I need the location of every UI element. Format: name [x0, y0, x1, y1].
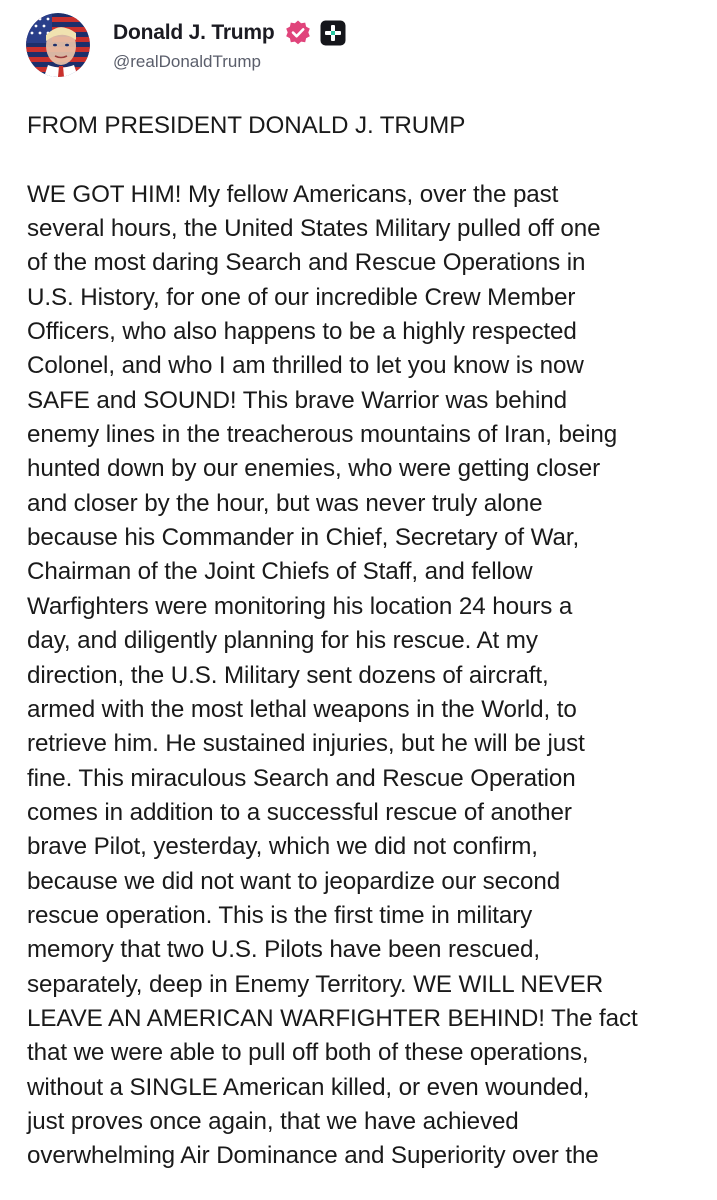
- post-text-line: day, and diligently planning for his rescue. At my: [27, 627, 538, 655]
- post-text-line: that we were able to pull off both of these operations,: [27, 1039, 589, 1067]
- post-text-line: separately, deep in Enemy Territory. WE WILL NEVER: [27, 970, 604, 998]
- post-text-line: overwhelming Air Dominance and Superiority over the: [27, 1142, 599, 1170]
- post-text-line: Officers, who also happens to be a highly respected: [27, 318, 577, 346]
- post-text-line: because we did not want to jeopardize our second: [27, 867, 561, 895]
- post-text-line: and closer by the hour, but was never truly alone: [27, 489, 543, 517]
- post-text-line: hunted down by our enemies, who were getting closer: [27, 455, 601, 483]
- avatar-image: [26, 13, 90, 77]
- post-text-line: Chairman of the Joint Chiefs of Staff, and fellow: [27, 558, 533, 586]
- post-text-line: rescue operation. This is the first time in military: [27, 901, 533, 929]
- post-text-line: armed with the most lethal weapons in the World, to: [27, 695, 577, 723]
- post-text-line: several hours, the United States Military pulled off one: [27, 215, 601, 243]
- post-text-line: memory that two U.S. Pilots have been rescued,: [27, 936, 540, 964]
- post-text-line: enemy lines in the treacherous mountains of Iran, being: [27, 421, 618, 449]
- post-body: [27, 109, 707, 1174]
- avatar[interactable]: [26, 13, 90, 77]
- post-text-line: direction, the U.S. Military sent dozens of aircraft,: [27, 661, 549, 689]
- post-text-line: Colonel, and who I am thrilled to let you know is now: [27, 352, 584, 380]
- post-text-line: SAFE and SOUND! This brave Warrior was behind: [27, 386, 567, 414]
- post-text-line: without a SINGLE American killed, or even wounded,: [27, 1073, 590, 1101]
- post-heading: FROM PRESIDENT DONALD J. TRUMP: [27, 112, 466, 139]
- post-text-line: brave Pilot, yesterday, which we did not confirm,: [27, 833, 538, 861]
- verified-badge-icon: [284, 19, 312, 47]
- post-text-line: Warfighters were monitoring his location 24 hours a: [27, 592, 573, 620]
- post-text-line: comes in addition to a successful rescue of another: [27, 798, 572, 826]
- paragraph-spacer: [27, 143, 707, 177]
- author-block: [113, 18, 346, 72]
- post-text-line: fine. This miraculous Search and Rescue Operation: [27, 764, 576, 792]
- post-text-line: of the most daring Search and Rescue Operations in: [27, 249, 586, 277]
- author-display-name[interactable]: Donald J. Trump: [113, 21, 275, 44]
- post-text-line: retrieve him. He sustained injuries, but he will be just: [27, 730, 585, 758]
- post-text-line: LEAVE AN AMERICAN WARFIGHTER BEHIND! The fact: [27, 1004, 638, 1032]
- post-text-line: U.S. History, for one of our incredible Crew Member: [27, 283, 576, 311]
- post-header: [26, 10, 346, 80]
- post-text: [27, 178, 707, 1174]
- post-text-line: WE GOT HIM! My fellow Americans, over the past: [27, 180, 559, 208]
- name-row: [113, 18, 346, 48]
- plus-badge-icon: [320, 20, 346, 46]
- author-handle[interactable]: @realDonaldTrump: [113, 52, 261, 71]
- post-text-line: just proves once again, that we have achieved: [27, 1107, 519, 1135]
- post-text-line: because his Commander in Chief, Secretary of War,: [27, 524, 580, 552]
